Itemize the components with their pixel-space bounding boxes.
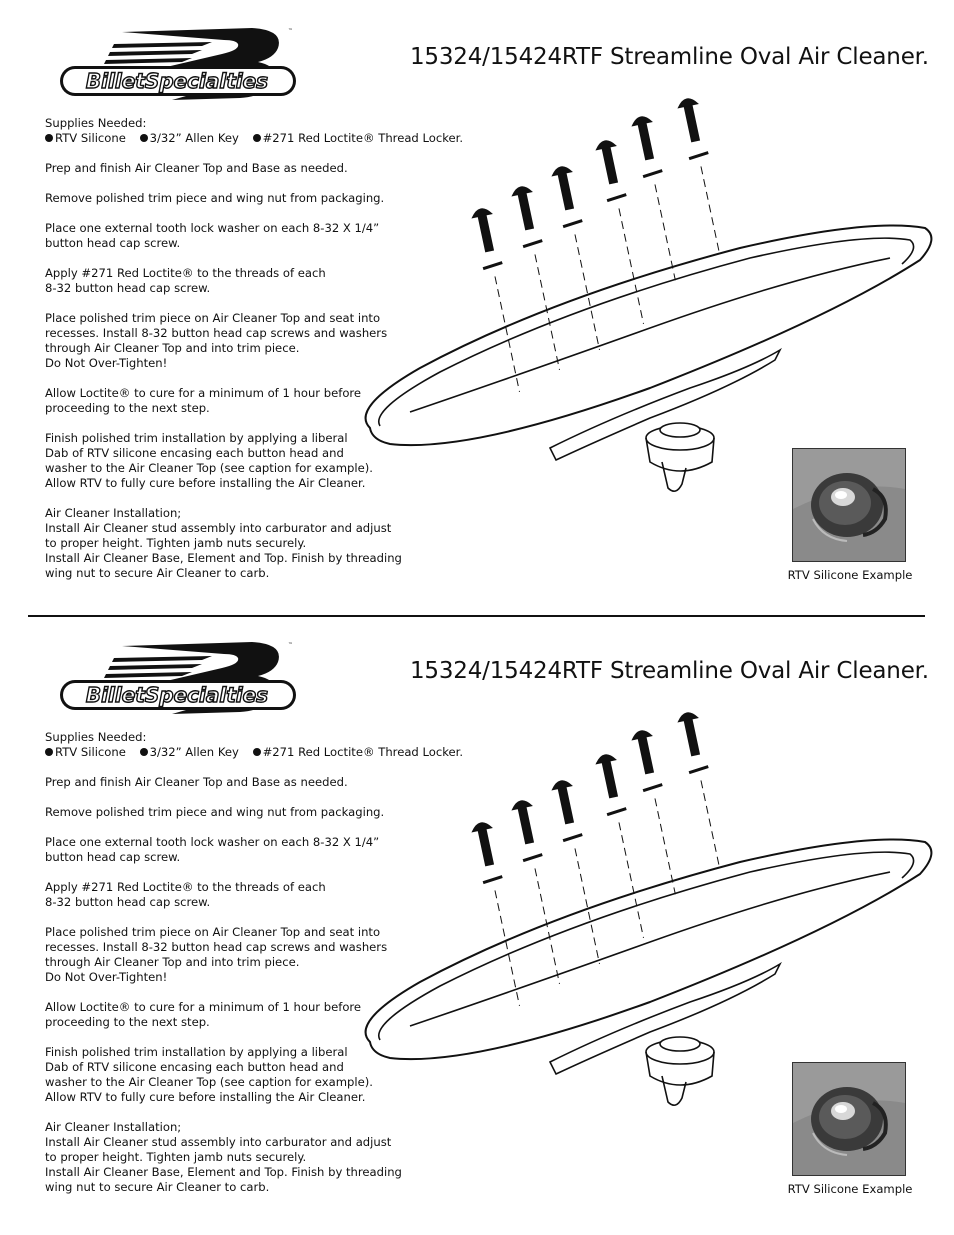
instruction-sheet-bottom bbox=[0, 614, 954, 1228]
exploded-assembly-diagram bbox=[350, 702, 940, 1122]
bullet-icon bbox=[45, 748, 53, 756]
step-text: Prep and finish Air Cleaner Top and Base as needed. bbox=[45, 161, 348, 175]
instruction-sheet-top bbox=[0, 0, 954, 614]
rtv-silicone-photo bbox=[792, 448, 906, 562]
svg-text:BilletSpecialties: BilletSpecialties bbox=[85, 69, 269, 93]
rtv-silicone-image bbox=[793, 449, 905, 561]
supply-item: 3/32” Allen Key bbox=[140, 131, 239, 145]
bullet-icon bbox=[253, 748, 261, 756]
exploded-assembly-diagram bbox=[350, 88, 940, 508]
bullet-icon bbox=[140, 748, 148, 756]
rtv-silicone-image bbox=[793, 1063, 905, 1175]
photo-caption: RTV Silicone Example bbox=[787, 1182, 913, 1196]
step-text: Allow Loctite® to cure for a minimum of 1 hour before proceeding to the next step. bbox=[45, 1000, 362, 1029]
billet-specialties-logo bbox=[52, 22, 302, 106]
bullet-icon bbox=[45, 134, 53, 142]
step-text: Place polished trim piece on Air Cleaner Top and seat into recesses. Install 8-32 button head cap screws and washers through Air Cleaner Top and into trim piece. Do Not Over-Tighten! bbox=[45, 925, 388, 984]
rtv-silicone-photo bbox=[792, 1062, 906, 1176]
supplies-heading: Supplies Needed: bbox=[45, 116, 147, 130]
step-text: Remove polished trim piece and wing nut from packaging. bbox=[45, 805, 385, 819]
step-text: Apply #271 Red Loctite® to the threads of each 8-32 button head cap screw. bbox=[45, 880, 326, 909]
billet-specialties-logo bbox=[52, 636, 302, 720]
step-text: Place one external tooth lock washer on each 8-32 X 1/4” button head cap screw. bbox=[45, 835, 380, 864]
page-title: 15324/15424RTF Streamline Oval Air Cleaner. bbox=[410, 44, 929, 70]
supply-item: #271 Red Loctite® Thread Locker. bbox=[253, 131, 463, 145]
step-text: Air Cleaner Installation; Install Air Cleaner stud assembly into carburator and adjust to proper height. Tighten jamb nuts securely. Install Air Cleaner Base, Element and Top. Finish by threading wing nut to secure Air Cleaner to carb. bbox=[45, 506, 402, 580]
svg-text:™: ™ bbox=[288, 642, 293, 648]
supply-item: 3/32” Allen Key bbox=[140, 745, 239, 759]
supply-item: #271 Red Loctite® Thread Locker. bbox=[253, 745, 463, 759]
step-text: Place polished trim piece on Air Cleaner Top and seat into recesses. Install 8-32 button head cap screws and washers through Air Cleaner Top and into trim piece. Do Not Over-Tighten! bbox=[45, 311, 388, 370]
supply-item: RTV Silicone bbox=[45, 745, 126, 759]
svg-text:BilletSpecialties: BilletSpecialties bbox=[85, 683, 269, 707]
step-text: Remove polished trim piece and wing nut from packaging. bbox=[45, 191, 385, 205]
step-text: Finish polished trim installation by applying a liberal Dab of RTV silicone encasing each button head and washer to the Air Cleaner Top (see caption for example). Allow RTV to fully cure before installing the Air Cleaner. bbox=[45, 431, 373, 490]
page-title: 15324/15424RTF Streamline Oval Air Cleaner. bbox=[410, 658, 929, 684]
photo-caption: RTV Silicone Example bbox=[787, 568, 913, 582]
supply-item: RTV Silicone bbox=[45, 131, 126, 145]
bullet-icon bbox=[253, 134, 261, 142]
step-text: Place one external tooth lock washer on each 8-32 X 1/4” button head cap screw. bbox=[45, 221, 380, 250]
supplies-heading: Supplies Needed: bbox=[45, 730, 147, 744]
step-text: Air Cleaner Installation; Install Air Cleaner stud assembly into carburator and adjust to proper height. Tighten jamb nuts securely. Install Air Cleaner Base, Element and Top. Finish by threading wing nut to secure Air Cleaner to carb. bbox=[45, 1120, 402, 1194]
svg-text:™: ™ bbox=[288, 28, 293, 34]
step-text: Apply #271 Red Loctite® to the threads of each 8-32 button head cap screw. bbox=[45, 266, 326, 295]
step-text: Allow Loctite® to cure for a minimum of 1 hour before proceeding to the next step. bbox=[45, 386, 362, 415]
bullet-icon bbox=[140, 134, 148, 142]
step-text: Finish polished trim installation by applying a liberal Dab of RTV silicone encasing each button head and washer to the Air Cleaner Top (see caption for example). Allow RTV to fully cure before installing the Air Cleaner. bbox=[45, 1045, 373, 1104]
step-text: Prep and finish Air Cleaner Top and Base as needed. bbox=[45, 775, 348, 789]
